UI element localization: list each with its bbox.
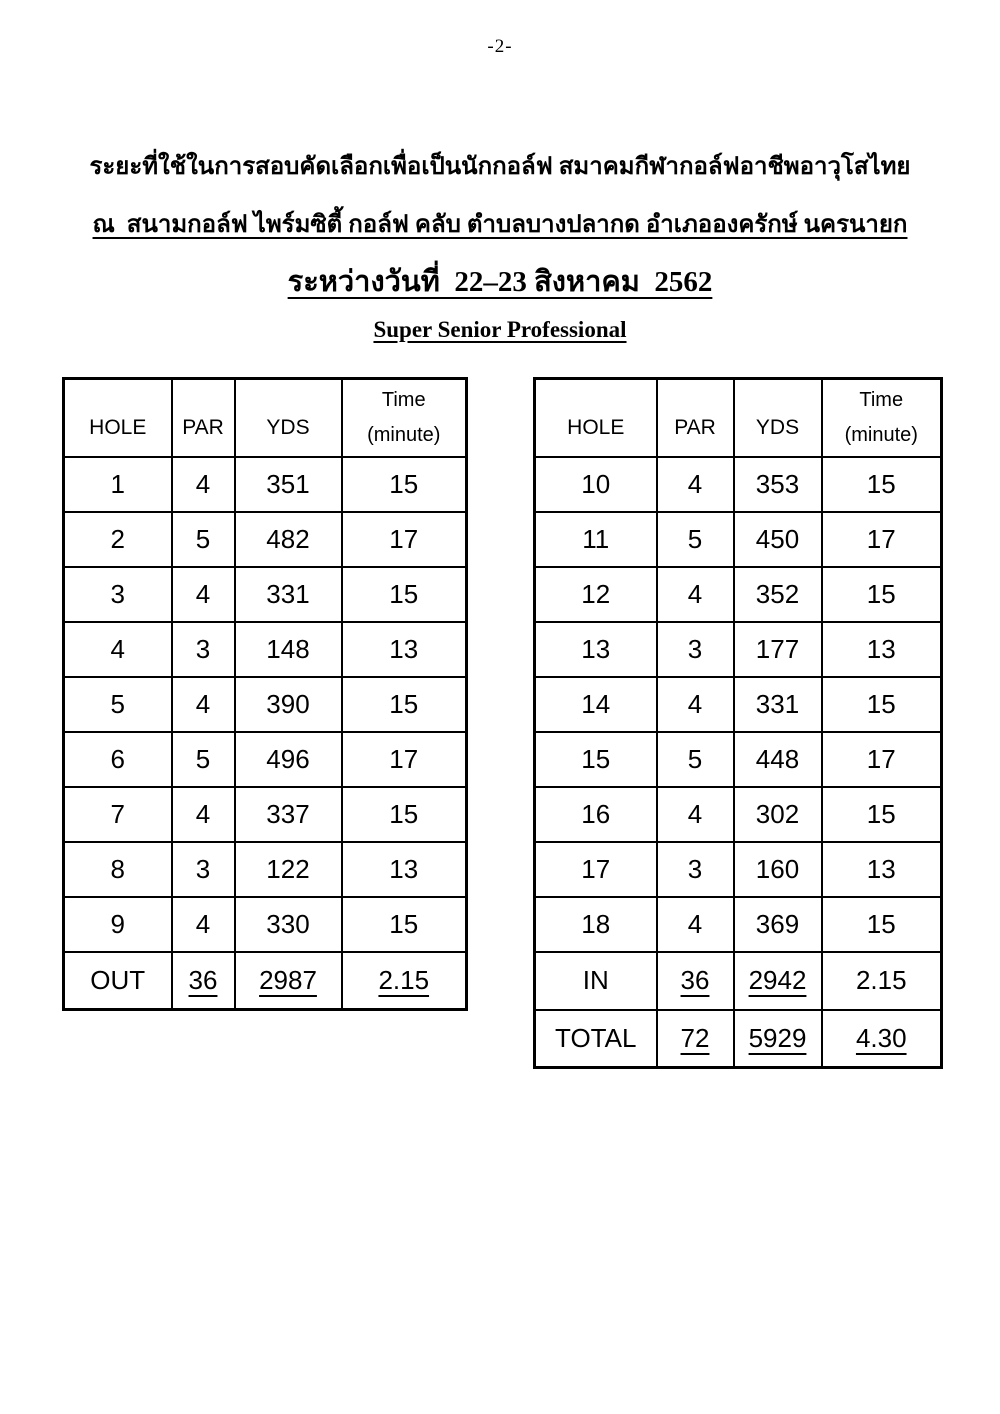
in-yds-cell: 2942	[734, 952, 822, 1010]
hole-row	[535, 457, 942, 512]
time-cell: 13	[342, 842, 467, 897]
hole-row	[64, 732, 467, 787]
hole-row	[535, 567, 942, 622]
in-time-cell: 2.15	[822, 952, 942, 1010]
time-cell: 17	[822, 732, 942, 787]
hole-row	[535, 787, 942, 842]
hole-cell: 4	[64, 622, 172, 677]
par-cell: 4	[172, 677, 235, 732]
back-nine-table	[533, 377, 943, 1069]
out-par-cell: 36	[172, 952, 235, 1010]
par-cell: 3	[172, 842, 235, 897]
document-title-line-3: ระหว่างวันที่ 22–23 สิงหาคม 2562	[287, 266, 713, 298]
hole-row	[64, 457, 467, 512]
time-cell: 15	[822, 787, 942, 842]
hole-row	[535, 677, 942, 732]
total-label-cell: TOTAL	[535, 1010, 657, 1068]
document-title-line-1: ระยะที่ใช้ในการสอบคัดเลือกเพื่อเป็นนักกอล์ฟ สมาคมกีฬากอล์ฟอาชีพอาวุโสไทย	[89, 154, 911, 180]
hole-cell: 2	[64, 512, 172, 567]
yds-cell: 390	[235, 677, 342, 732]
time-header-line1: Time	[859, 388, 904, 411]
front-header-row	[64, 379, 467, 457]
par-cell: 5	[657, 512, 734, 567]
hole-cell: 1	[64, 457, 172, 512]
out-summary-row	[64, 952, 467, 1010]
yds-cell: 352	[734, 567, 822, 622]
hole-cell: 11	[535, 512, 657, 567]
hole-row	[535, 512, 942, 567]
yds-cell: 351	[235, 457, 342, 512]
hole-column-header: HOLE	[535, 379, 657, 457]
par-cell: 4	[172, 897, 235, 952]
time-cell: 15	[342, 457, 467, 512]
yds-column-header: YDS	[235, 379, 342, 457]
par-cell: 3	[657, 842, 734, 897]
yds-cell: 177	[734, 622, 822, 677]
hole-cell: 9	[64, 897, 172, 952]
par-column-header: PAR	[657, 379, 734, 457]
hole-cell: 3	[64, 567, 172, 622]
back-header-row	[535, 379, 942, 457]
out-label-cell: OUT	[64, 952, 172, 1010]
yds-cell: 331	[734, 677, 822, 732]
hole-row	[535, 622, 942, 677]
par-cell: 5	[172, 732, 235, 787]
yds-cell: 302	[734, 787, 822, 842]
par-cell: 4	[172, 457, 235, 512]
time-cell: 13	[822, 842, 942, 897]
hole-row	[64, 787, 467, 842]
hole-cell: 14	[535, 677, 657, 732]
hole-cell: 17	[535, 842, 657, 897]
time-column-header	[342, 379, 467, 457]
par-cell: 5	[657, 732, 734, 787]
time-header-line2: (minute)	[844, 423, 918, 446]
yds-cell: 448	[734, 732, 822, 787]
total-yds-cell: 5929	[734, 1010, 822, 1068]
par-cell: 4	[657, 457, 734, 512]
hole-cell: 16	[535, 787, 657, 842]
out-yds-cell: 2987	[235, 952, 342, 1010]
yds-column-header: YDS	[734, 379, 822, 457]
time-cell: 15	[822, 677, 942, 732]
time-cell: 15	[822, 567, 942, 622]
total-time-cell: 4.30	[822, 1010, 942, 1068]
time-cell: 15	[342, 677, 467, 732]
par-cell: 4	[657, 677, 734, 732]
time-cell: 17	[342, 512, 467, 567]
time-header-line2: (minute)	[367, 423, 441, 446]
hole-row	[64, 567, 467, 622]
hole-row	[535, 842, 942, 897]
time-cell: 15	[822, 457, 942, 512]
yds-cell: 496	[235, 732, 342, 787]
par-cell: 4	[657, 567, 734, 622]
yds-cell: 330	[235, 897, 342, 952]
time-cell: 13	[342, 622, 467, 677]
hole-cell: 13	[535, 622, 657, 677]
par-cell: 3	[172, 622, 235, 677]
in-label-cell: IN	[535, 952, 657, 1010]
par-cell: 3	[657, 622, 734, 677]
hole-cell: 8	[64, 842, 172, 897]
yds-cell: 482	[235, 512, 342, 567]
yds-cell: 148	[235, 622, 342, 677]
time-header-line1: Time	[381, 388, 426, 411]
hole-column-header: HOLE	[64, 379, 172, 457]
in-par-cell: 36	[657, 952, 734, 1010]
time-cell: 15	[342, 787, 467, 842]
hole-cell: 10	[535, 457, 657, 512]
par-cell: 4	[172, 787, 235, 842]
hole-cell: 12	[535, 567, 657, 622]
page-number: -2-	[487, 36, 513, 57]
hole-row	[535, 732, 942, 787]
time-cell: 15	[822, 897, 942, 952]
yds-cell: 122	[235, 842, 342, 897]
hole-row	[64, 512, 467, 567]
yds-cell: 337	[235, 787, 342, 842]
hole-row	[64, 677, 467, 732]
yds-cell: 353	[734, 457, 822, 512]
hole-cell: 15	[535, 732, 657, 787]
par-cell: 4	[172, 567, 235, 622]
hole-cell: 18	[535, 897, 657, 952]
yds-cell: 450	[734, 512, 822, 567]
time-cell: 13	[822, 622, 942, 677]
par-cell: 4	[657, 787, 734, 842]
hole-row	[64, 897, 467, 952]
hole-cell: 5	[64, 677, 172, 732]
yds-cell: 331	[235, 567, 342, 622]
front-nine-table	[62, 377, 468, 1011]
hole-cell: 6	[64, 732, 172, 787]
total-par-cell: 72	[657, 1010, 734, 1068]
out-time-cell: 2.15	[342, 952, 467, 1010]
in-summary-row	[535, 952, 942, 1010]
hole-cell: 7	[64, 787, 172, 842]
document-title-line-2: ณ สนามกอล์ฟ ไพร์มซิตี้ กอล์ฟ คลับ ตำบลบางปลากด อำเภอองครักษ์ นครนายก	[92, 212, 908, 238]
time-cell: 15	[342, 567, 467, 622]
time-cell: 17	[822, 512, 942, 567]
par-column-header: PAR	[172, 379, 235, 457]
hole-row	[535, 897, 942, 952]
hole-row	[64, 842, 467, 897]
time-column-header	[822, 379, 942, 457]
yds-cell: 160	[734, 842, 822, 897]
document-title-line-4: Super Senior Professional	[373, 317, 627, 342]
par-cell: 4	[657, 897, 734, 952]
total-summary-row	[535, 1010, 942, 1068]
time-cell: 17	[342, 732, 467, 787]
hole-row	[64, 622, 467, 677]
time-cell: 15	[342, 897, 467, 952]
par-cell: 5	[172, 512, 235, 567]
yds-cell: 369	[734, 897, 822, 952]
